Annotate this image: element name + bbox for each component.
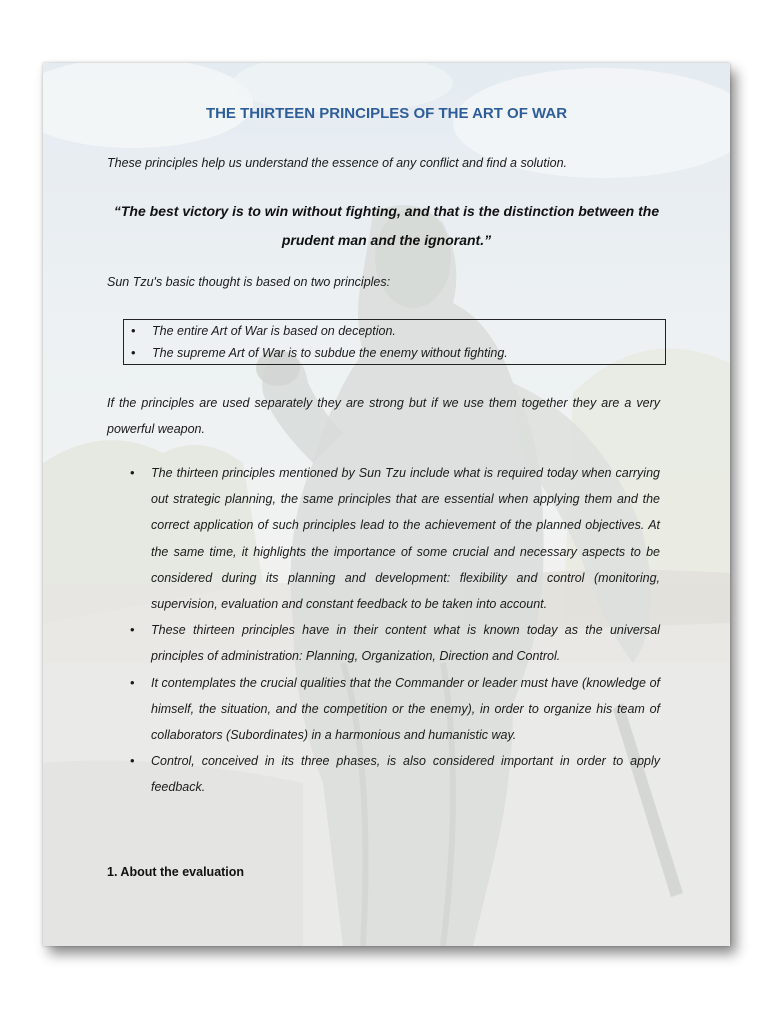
- bullet-icon: •: [130, 465, 135, 480]
- list-item: [107, 617, 660, 669]
- bullet-icon: •: [130, 753, 135, 769]
- list-item-text: These thirteen principles have in their content what is known today as the universal principles of administration: Planning, Organization, Direction and Control.: [151, 623, 660, 664]
- bullet-icon: •: [130, 674, 135, 690]
- list-item: [107, 670, 660, 749]
- list-item: [107, 748, 660, 800]
- bullet-icon: •: [131, 323, 136, 338]
- bullet-icon: •: [131, 345, 136, 360]
- list-item-text: The thirteen principles mentioned by Sun Tzu include what is required today when carrying out strategic planning, the same principles that are essential when applying them and the correct application of such principles lead to the achievement of the planned objectives. At the same time, it highlights the importance of some crucial and necessary aspects to be considered during its planning and development: flexibility and control (monitoring, supervision, evaluation and constant feedback to be taken into account.: [151, 466, 660, 612]
- list-item-text: It contemplates the crucial qualities that the Commander or leader must have (knowledge of himself, the situation, and the competition or the enemy), in order to organize his team of collaborators (Subordinates) in a harmonious and humanistic way.: [151, 675, 660, 743]
- principle-item: [124, 342, 665, 364]
- principles-box: [123, 319, 666, 365]
- principles-list: [124, 320, 665, 364]
- section-heading: 1. About the evaluation: [107, 865, 245, 879]
- bullet-icon: •: [130, 622, 135, 638]
- document-page: [43, 63, 730, 946]
- sun-tzu-quote: “The best victory is to win without fighting, and that is the distinction between the prudent man and the ignorant.”: [113, 203, 660, 248]
- basic-thought-sentence: Sun Tzu's basic thought is based on two principles:: [107, 275, 391, 289]
- principle-item: [124, 320, 665, 342]
- principle-text: The entire Art of War is based on deception.: [152, 324, 396, 338]
- principle-text: The supreme Art of War is to subdue the enemy without fighting.: [152, 346, 508, 360]
- intro-sentence: These principles help us understand the essence of any conflict and find a solution.: [107, 156, 568, 170]
- list-item-text: Control, conceived in its three phases, is also considered important in order to apply feedback.: [151, 754, 660, 795]
- combined-principles-paragraph: If the principles are used separately they are strong but if we use them together they are a very powerful weapon.: [107, 396, 660, 436]
- list-item: [107, 460, 660, 617]
- bullet-list: [107, 460, 660, 801]
- document-title: THE THIRTEEN PRINCIPLES OF THE ART OF WAR: [205, 105, 568, 122]
